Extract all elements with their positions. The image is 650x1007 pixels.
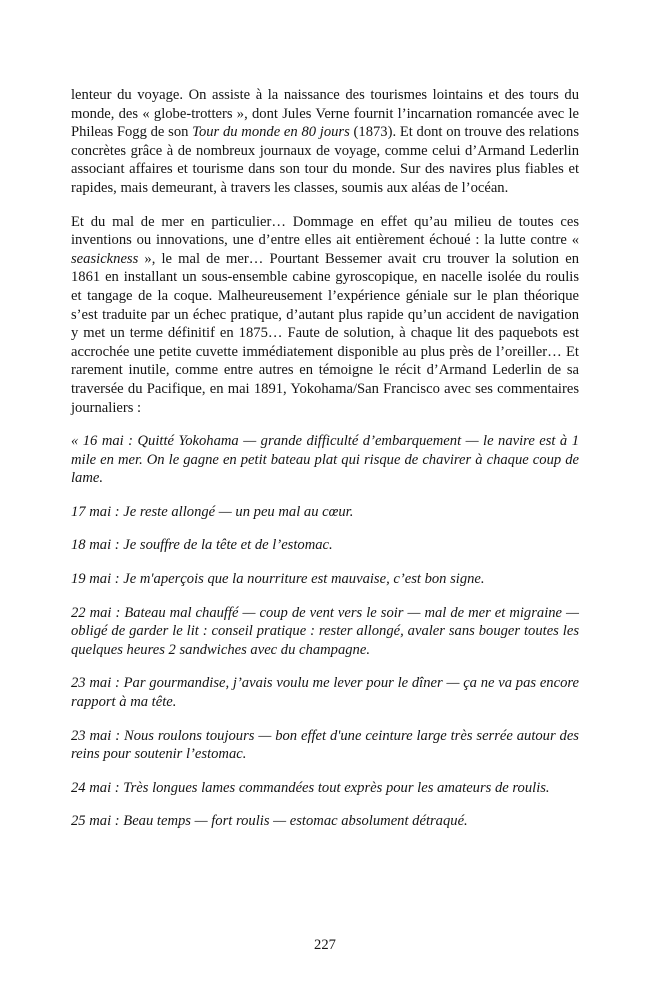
diary-entry-17-mai: 17 mai : Je reste allongé — un peu mal au cœur. (71, 503, 354, 520)
diary-entry-16-mai: « 16 mai : Quitté Yokohama — grande difficulté d’embarquement — le navire est à 1 mile en mer. On le gagne en petit bateau plat qui risque de chavirer à chaque coup de lame. (71, 433, 579, 487)
diary-entry-23-mai-b: 23 mai : Nous roulons toujours — bon effet d'une ceinture large très serrée autour des reins pour soutenir l’estomac. (71, 727, 579, 763)
foreign-term-seasickness: seasickness (71, 250, 139, 267)
text-run: », le mal de mer… Pourtant Bessemer avait cru trouver la solution en 1861 en installant un sous-ensemble cabine gyroscopique, en nacelle isolée du roulis et tangage de la coque. Malheureusement l’expérience géniale sur le plan théorique s’est traduite par un échec pratique, d’autant plus rapide qu’un accident de navigation y met un terme définitif en 1875… Faute de solution, à chaque lit des paquebots est accrochée une petite cuvette immédiatement disponible au plus près de l’oreiller… Et rarement inutile, comme entre autres en témoigne le récit d’Armand Lederlin de sa traversée du Pacifique, en mai 1891, Yokohama/San Francisco avec ses commentaires journaliers : (71, 250, 579, 416)
book-title-tour-du-monde: Tour du monde en 80 jours (192, 124, 350, 141)
page-content-column (71, 86, 579, 831)
diary-entry-25-mai: 25 mai : Beau temps — fort roulis — estomac absolument détraqué. (71, 813, 468, 830)
page-number: 227 (314, 937, 336, 953)
text-run: Et du mal de mer en particulier… Dommage en effet qu’au milieu de toutes ces inventions ou innovations, une d’entre elles ait entièrement échoué : la lutte contre « (71, 213, 579, 249)
diary-entry-23-mai-a: 23 mai : Par gourmandise, j’avais voulu me lever pour le dîner — ça ne va pas encore rapport à ma tête. (71, 675, 579, 711)
diary-entry-18-mai: 18 mai : Je souffre de la tête et de l’estomac. (71, 537, 333, 554)
paragraph-voyage (71, 86, 579, 198)
text-run: (1873). Et dont on trouve des relations concrètes grâce à de nombreux journaux de voyage, comme celui d’Armand Lederlin associant affaires et tourisme dans son tour du monde. Sur des navires plus fiables et rapides, mais demeurant, à travers les classes, soumis aux aléas de l’océan. (71, 124, 580, 196)
diary-entry-24-mai: 24 mai : Très longues lames commandées tout exprès pour les amateurs de roulis. (71, 779, 550, 796)
paragraph-mal-de-mer (71, 213, 579, 418)
diary-entry-22-mai: 22 mai : Bateau mal chauffé — coup de vent vers le soir — mal de mer et migraine — obligé de garder le lit : conseil pratique : rester allongé, avaler sans bouger toutes les quelques heures 2 sandwiches avec du champagne. (71, 604, 579, 658)
diary-entry-19-mai: 19 mai : Je m'aperçois que la nourriture est mauvaise, c’est bon signe. (71, 571, 485, 588)
text-run: lenteur du voyage. On assiste à la naissance des tourismes lointains et des tours du monde, des « globe-trotters », dont Jules Verne fournit l’incarnation romancée avec le Phileas Fogg de son (71, 87, 579, 141)
